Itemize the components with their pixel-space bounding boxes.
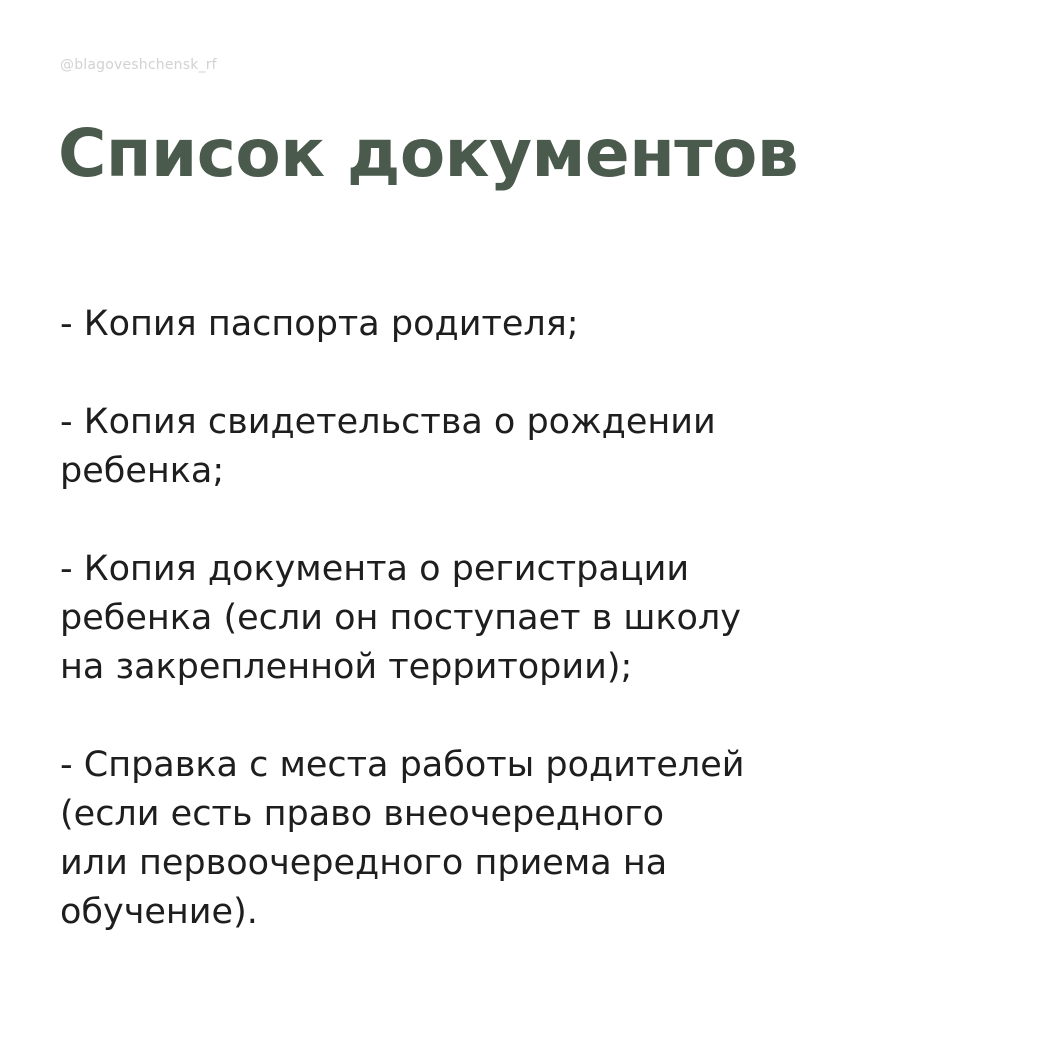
document-item-work-certificate: - Справка с места работы родителей (если есть право внеочередного или первоочередного приема на обучение).	[60, 745, 745, 932]
document-item-birth-certificate: - Копия свидетельства о рождении ребенка;	[60, 402, 716, 491]
account-handle: @blagoveshchensk_rf	[60, 57, 217, 73]
page-title: Список документов	[58, 115, 799, 192]
document-item-registration: - Копия документа о регистрации ребенка (если он поступает в школу на закрепленной территории);	[60, 549, 741, 687]
document-list	[60, 300, 960, 986]
document-item-passport: - Копия паспорта родителя;	[60, 304, 579, 344]
